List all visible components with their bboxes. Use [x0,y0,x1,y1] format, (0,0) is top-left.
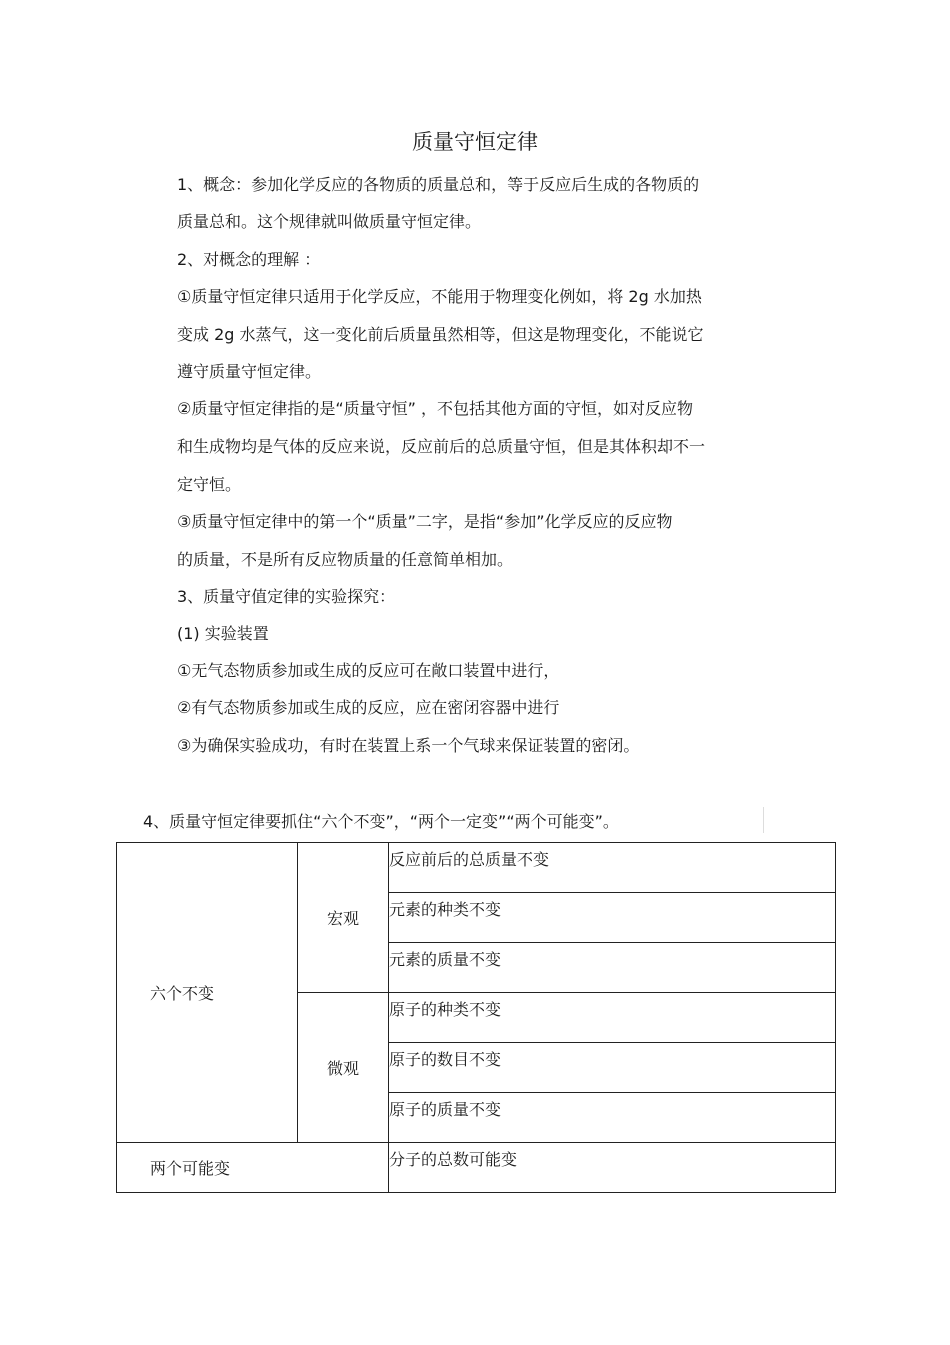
experiment-heading: 3、质量守值定律的实验探究： [177,587,396,606]
apparatus-item-2: ②有气态物质参加或生成的反应，应在密闭容器中进行 [177,698,560,717]
section4-heading: 4、质量守恒定律要抓住“六个不变”，“两个一定变”“两个可能变”。 [143,812,619,831]
margin-divider [763,807,764,833]
apparatus-item-3: ③为确保实验成功，有时在装置上系一个气球来保证装置的密闭。 [177,736,640,755]
may-change-item: 分子的总数可能变 [389,1150,518,1169]
micro-item-2: 原子的数目不变 [389,1050,502,1069]
macro-label: 宏观 [298,843,389,993]
apparatus-item-1: ①无气态物质参加或生成的反应可在敞口装置中进行， [177,661,560,680]
micro-item-1: 原子的种类不变 [389,1000,502,1019]
page-title: 质量守恒定律 [412,130,538,154]
six-unchanged-label: 六个不变 [117,843,298,1143]
apparatus-heading: (1) 实验装置 [177,624,269,643]
point2-line-3: 定守恒。 [177,475,242,494]
table-row [117,1143,836,1193]
point3-line-2: 的质量，不是所有反应物质量的任意简单相加。 [177,550,514,569]
point3-line-1: ③质量守恒定律中的第一个“质量”二字，是指“参加”化学反应的反应物 [177,512,673,531]
concept-line-2: 质量总和。这个规律就叫做质量守恒定律。 [177,212,482,231]
concept-line-1: 1、概念：参加化学反应的各物质的质量总和，等于反应后生成的各物质的 [177,175,700,194]
two-may-change-label: 两个可能变 [117,1143,389,1193]
macro-item-2: 元素的种类不变 [389,900,502,919]
point1-line-3: 遵守质量守恒定律。 [177,362,322,381]
micro-item-3: 原子的质量不变 [389,1100,502,1119]
table-row [117,843,836,893]
micro-label: 微观 [298,993,389,1143]
point2-line-2: 和生成物均是气体的反应来说，反应前后的总质量守恒，但是其体积却不一 [177,437,706,456]
summary-table [116,842,836,1193]
macro-item-1: 反应前后的总质量不变 [389,850,550,869]
point1-line-1: ①质量守恒定律只适用于化学反应，不能用于物理变化例如，将 2g 水加热 [177,287,702,306]
point2-line-1: ②质量守恒定律指的是“质量守恒” ，不包括其他方面的守恒，如对反应物 [177,399,694,418]
understanding-heading: 2、对概念的理解 ： [177,250,321,269]
macro-item-3: 元素的质量不变 [389,950,502,969]
point1-line-2: 变成 2g 水蒸气，这一变化前后质量虽然相等，但这是物理变化，不能说它 [177,325,704,344]
